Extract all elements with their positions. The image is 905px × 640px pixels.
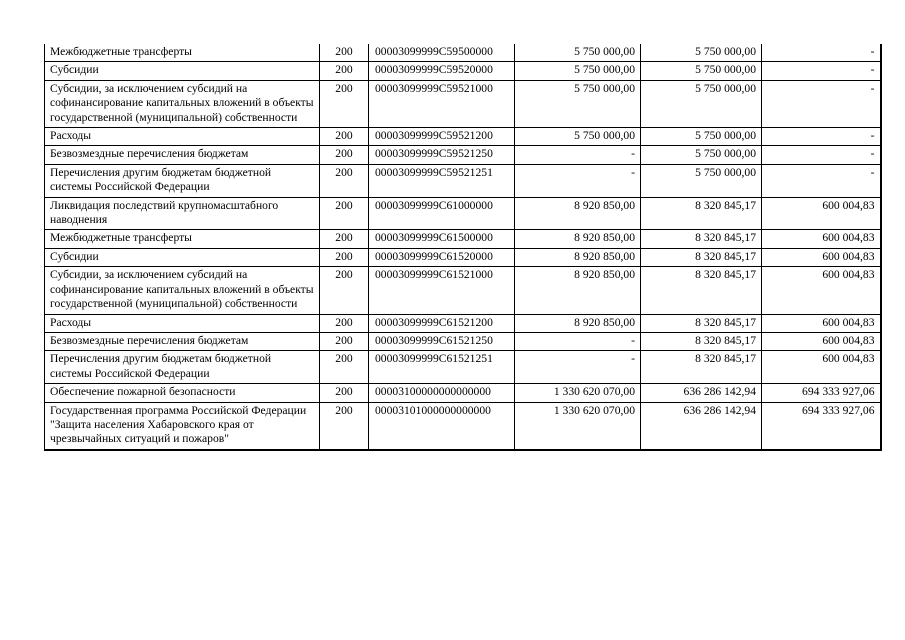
budget-classification-code-cell: 00003099999С61521250 [369,332,515,350]
unexecuted-amount-cell: - [762,164,881,197]
budget-classification-code-cell: 00003099999С59500000 [369,44,515,62]
unexecuted-amount-cell: 694 333 927,06 [762,402,881,450]
unexecuted-amount-cell: - [762,128,881,146]
table-row [45,230,881,248]
table-row [45,402,881,450]
approved-amount-cell: - [515,146,641,164]
approved-amount-cell: 1 330 620 070,00 [515,402,641,450]
budget-execution-table [44,44,882,451]
budget-classification-code-cell: 00003099999С61521000 [369,267,515,314]
approved-amount-cell: - [515,351,641,384]
approved-amount-cell: 8 920 850,00 [515,267,641,314]
line-code-cell: 200 [320,314,369,332]
expense-name-cell: Расходы [45,128,320,146]
table-row [45,384,881,402]
executed-amount-cell: 636 286 142,94 [641,402,762,450]
approved-amount-cell: 5 750 000,00 [515,44,641,62]
expense-name-cell: Субсидии, за исключением субсидий на софинансирование капитальных вложений в объекты государственной (муниципальной) собственности [45,80,320,127]
unexecuted-amount-cell: 694 333 927,06 [762,384,881,402]
table-row [45,146,881,164]
table-row [45,267,881,314]
budget-classification-code-cell: 00003099999С59521200 [369,128,515,146]
expense-name-cell: Государственная программа Российской Федерации "Защита населения Хабаровского края от чрезвычайных ситуаций и пожаров" [45,402,320,450]
executed-amount-cell: 5 750 000,00 [641,146,762,164]
line-code-cell: 200 [320,351,369,384]
executed-amount-cell: 8 320 845,17 [641,332,762,350]
executed-amount-cell: 5 750 000,00 [641,164,762,197]
executed-amount-cell: 8 320 845,17 [641,351,762,384]
line-code-cell: 200 [320,44,369,62]
line-code-cell: 200 [320,402,369,450]
executed-amount-cell: 636 286 142,94 [641,384,762,402]
budget-classification-code-cell: 00003099999С59521000 [369,80,515,127]
line-code-cell: 200 [320,384,369,402]
line-code-cell: 200 [320,146,369,164]
table-row [45,44,881,62]
executed-amount-cell: 5 750 000,00 [641,128,762,146]
executed-amount-cell: 8 320 845,17 [641,267,762,314]
table-row [45,351,881,384]
table-row [45,314,881,332]
approved-amount-cell: - [515,332,641,350]
line-code-cell: 200 [320,230,369,248]
budget-classification-code-cell: 00003099999С61521251 [369,351,515,384]
budget-classification-code-cell: 00003100000000000000 [369,384,515,402]
executed-amount-cell: 5 750 000,00 [641,44,762,62]
line-code-cell: 200 [320,197,369,230]
table-row [45,62,881,80]
budget-classification-code-cell: 00003099999С61000000 [369,197,515,230]
table-row [45,197,881,230]
table-row [45,248,881,266]
approved-amount-cell: 8 920 850,00 [515,314,641,332]
budget-classification-code-cell: 00003101000000000000 [369,402,515,450]
expense-name-cell: Расходы [45,314,320,332]
line-code-cell: 200 [320,128,369,146]
unexecuted-amount-cell: 600 004,83 [762,314,881,332]
approved-amount-cell: 8 920 850,00 [515,230,641,248]
unexecuted-amount-cell: 600 004,83 [762,332,881,350]
line-code-cell: 200 [320,80,369,127]
expense-name-cell: Межбюджетные трансферты [45,230,320,248]
table-row [45,80,881,127]
approved-amount-cell: 5 750 000,00 [515,80,641,127]
unexecuted-amount-cell: 600 004,83 [762,197,881,230]
budget-classification-code-cell: 00003099999С59521250 [369,146,515,164]
line-code-cell: 200 [320,62,369,80]
approved-amount-cell: 8 920 850,00 [515,248,641,266]
approved-amount-cell: 8 920 850,00 [515,197,641,230]
line-code-cell: 200 [320,164,369,197]
unexecuted-amount-cell: - [762,80,881,127]
table-row [45,164,881,197]
expense-name-cell: Ликвидация последствий крупномасштабного наводнения [45,197,320,230]
expense-name-cell: Субсидии [45,62,320,80]
table-row [45,128,881,146]
unexecuted-amount-cell: 600 004,83 [762,351,881,384]
executed-amount-cell: 8 320 845,17 [641,314,762,332]
budget-classification-code-cell: 00003099999С61521200 [369,314,515,332]
executed-amount-cell: 5 750 000,00 [641,62,762,80]
approved-amount-cell: 5 750 000,00 [515,128,641,146]
approved-amount-cell: 5 750 000,00 [515,62,641,80]
executed-amount-cell: 8 320 845,17 [641,248,762,266]
line-code-cell: 200 [320,332,369,350]
line-code-cell: 200 [320,248,369,266]
line-code-cell: 200 [320,267,369,314]
unexecuted-amount-cell: 600 004,83 [762,230,881,248]
expense-name-cell: Субсидии [45,248,320,266]
approved-amount-cell: - [515,164,641,197]
unexecuted-amount-cell: 600 004,83 [762,248,881,266]
table-body [45,44,881,450]
expense-name-cell: Субсидии, за исключением субсидий на софинансирование капитальных вложений в объекты государственной (муниципальной) собственности [45,267,320,314]
unexecuted-amount-cell: - [762,44,881,62]
expense-name-cell: Межбюджетные трансферты [45,44,320,62]
expense-name-cell: Перечисления другим бюджетам бюджетной системы Российской Федерации [45,164,320,197]
budget-classification-code-cell: 00003099999С59521251 [369,164,515,197]
budget-classification-code-cell: 00003099999С61500000 [369,230,515,248]
expense-name-cell: Безвозмездные перечисления бюджетам [45,332,320,350]
expense-name-cell: Обеспечение пожарной безопасности [45,384,320,402]
unexecuted-amount-cell: 600 004,83 [762,267,881,314]
unexecuted-amount-cell: - [762,146,881,164]
budget-classification-code-cell: 00003099999С61520000 [369,248,515,266]
executed-amount-cell: 5 750 000,00 [641,80,762,127]
expense-name-cell: Перечисления другим бюджетам бюджетной системы Российской Федерации [45,351,320,384]
approved-amount-cell: 1 330 620 070,00 [515,384,641,402]
table-row [45,332,881,350]
expense-name-cell: Безвозмездные перечисления бюджетам [45,146,320,164]
unexecuted-amount-cell: - [762,62,881,80]
executed-amount-cell: 8 320 845,17 [641,230,762,248]
budget-classification-code-cell: 00003099999С59520000 [369,62,515,80]
executed-amount-cell: 8 320 845,17 [641,197,762,230]
